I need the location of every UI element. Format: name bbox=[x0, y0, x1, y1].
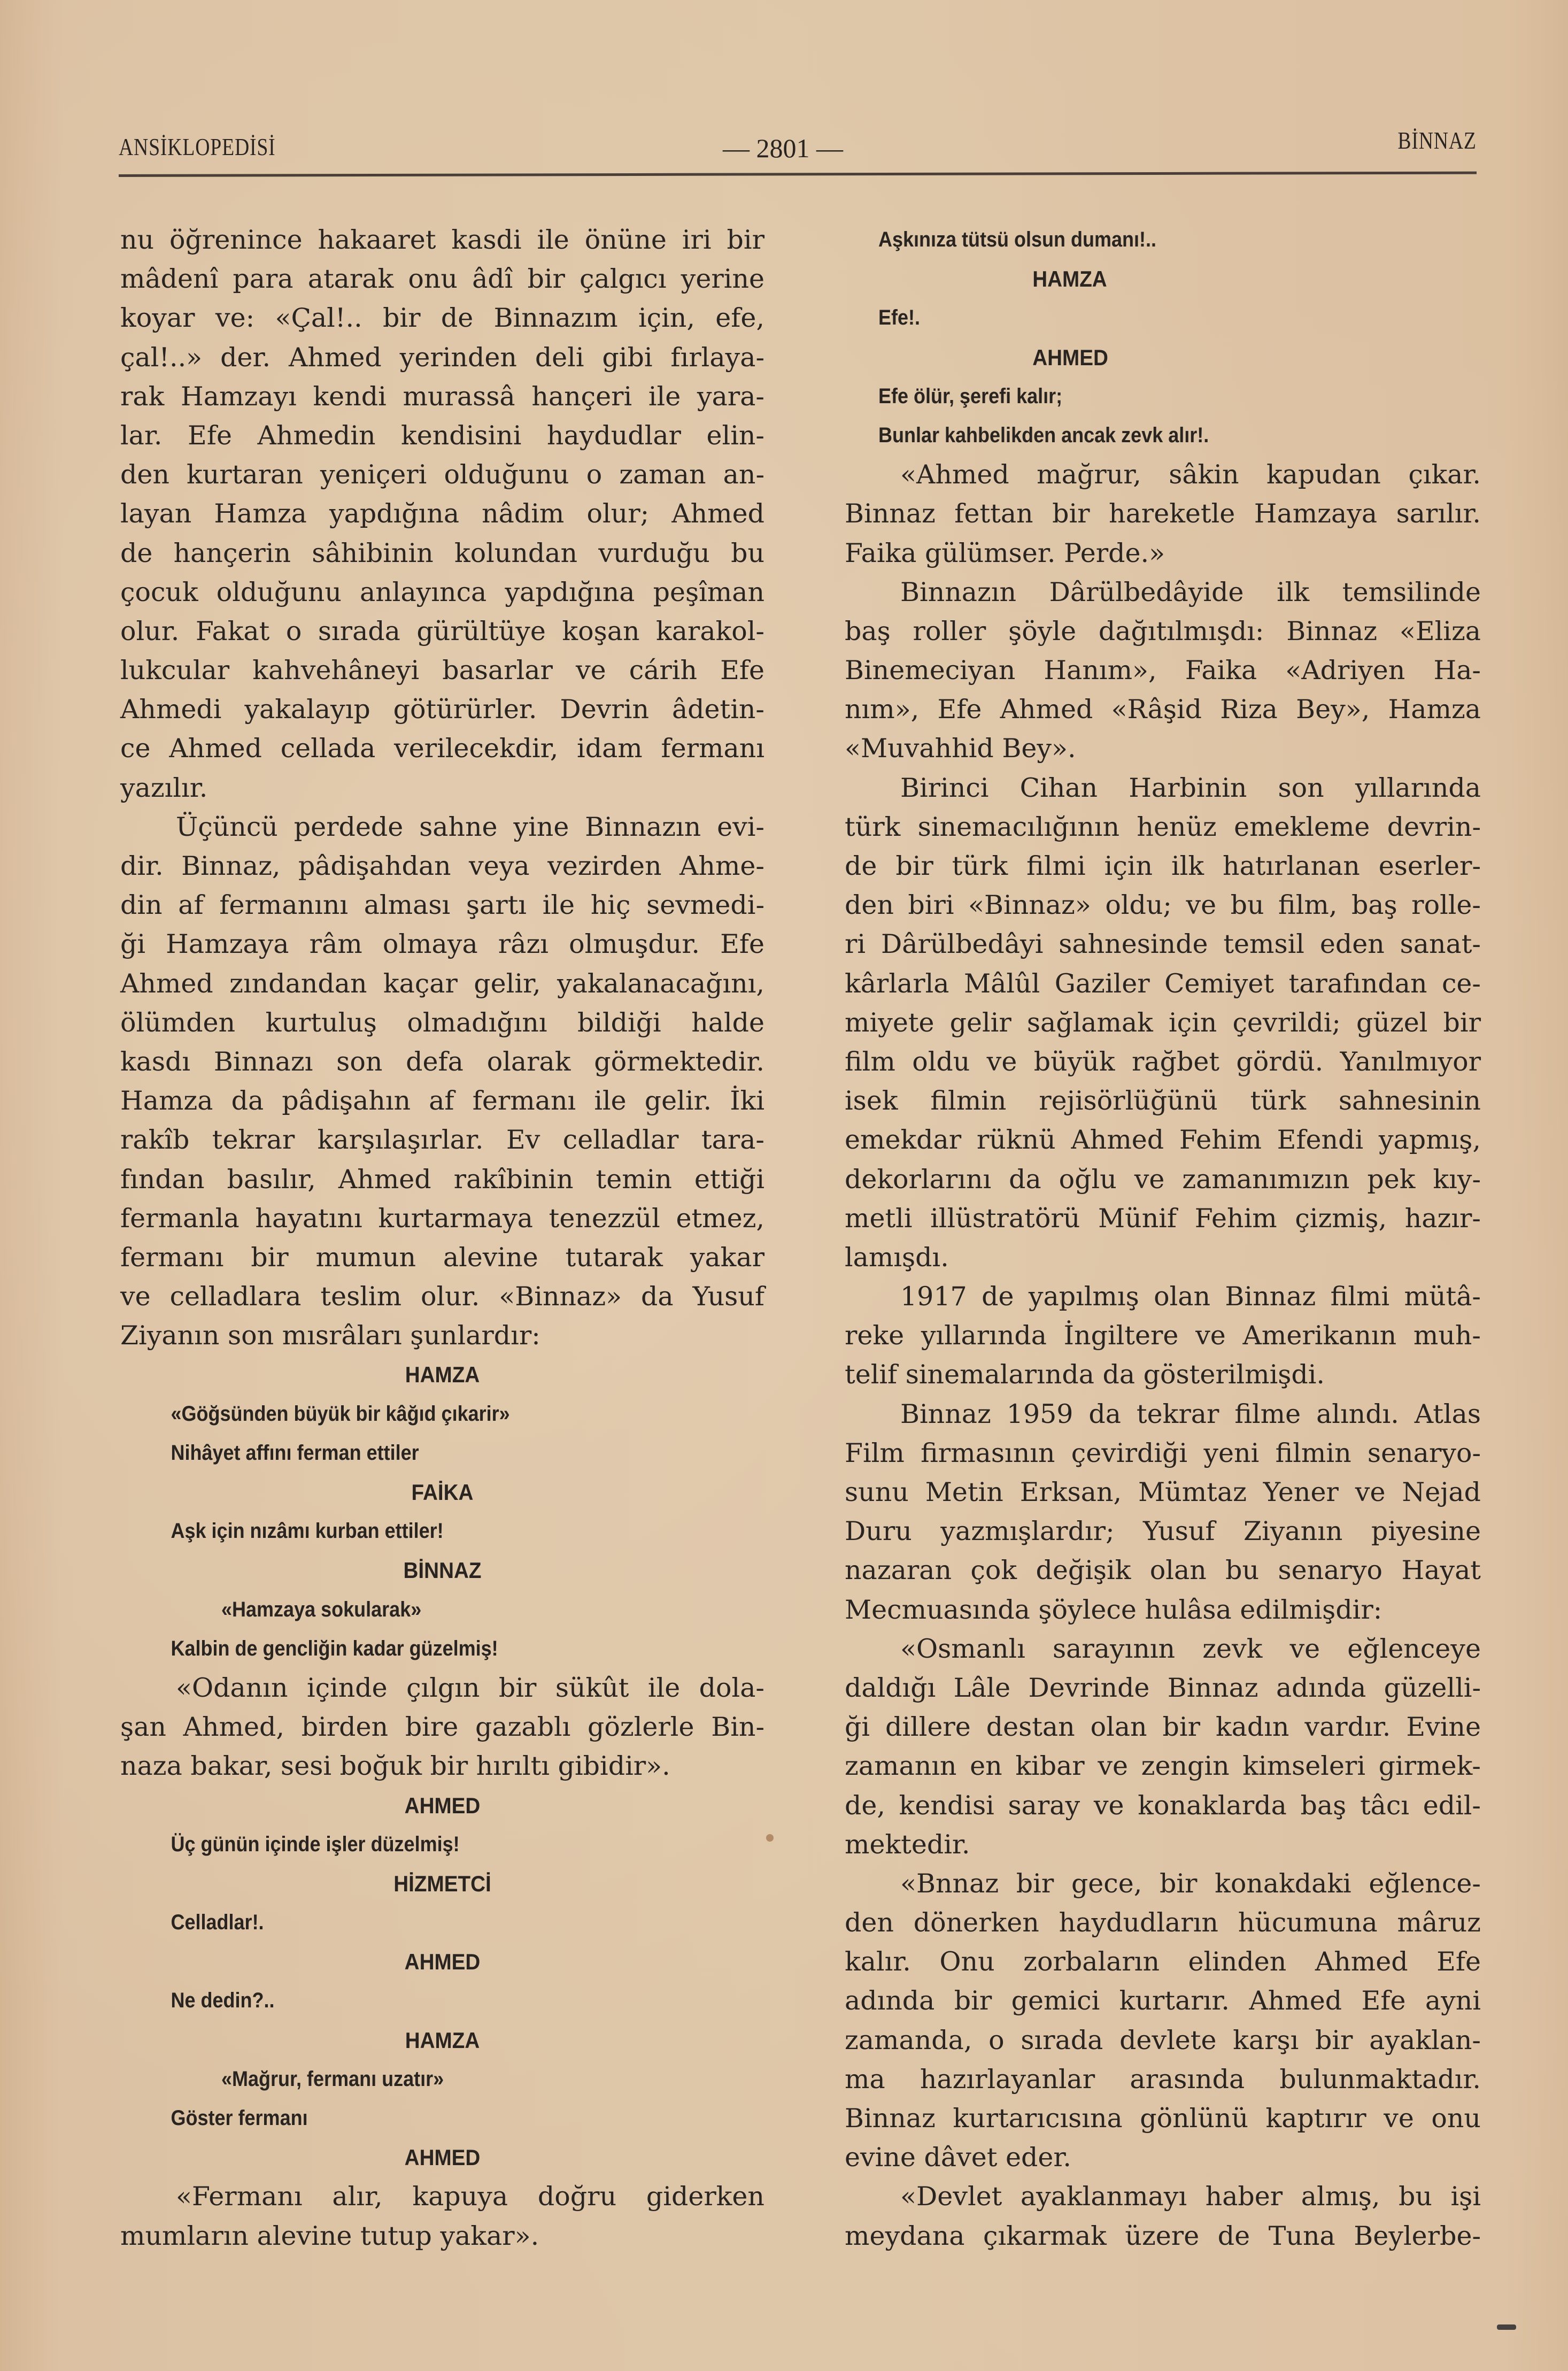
header-rule bbox=[119, 172, 1477, 177]
paragraph-last-line: lamışdı. bbox=[845, 1242, 949, 1273]
body-line: de hançerin sâhibinin kolundan vurduğu bu bbox=[120, 537, 764, 568]
body-line: den biri «Binnaz» oldu; ve bu film, baş rolle- bbox=[845, 890, 1481, 921]
body-line: lar. Efe Ahmedin kendisini haydudlar elin- bbox=[120, 420, 764, 451]
verse-line: Nihâyet affını ferman ettiler bbox=[171, 1441, 419, 1465]
paragraph-last-line: mektedir. bbox=[845, 1829, 970, 1860]
body-line: ği dillere destan olan bir kadın vardır. Evine bbox=[845, 1712, 1481, 1743]
body-line: fından basılır, Ahmed rakîbinin temin ettiği bbox=[120, 1164, 764, 1195]
body-line: ği Hamzaya râm olmaya râzı olmuşdur. Efe bbox=[120, 929, 764, 960]
speaker-name: HAMZA bbox=[405, 2027, 480, 2053]
body-line: ri Dârülbedâyi sahnesinde temsil eden sanat- bbox=[845, 929, 1481, 960]
body-line: layan Hamza yapdığına nâdim olur; Ahmed bbox=[120, 498, 764, 529]
speaker-name: HAMZA bbox=[405, 1362, 480, 1388]
paragraph-first-line: «Odanın içinde çılgın bir sükût ile dola- bbox=[176, 1672, 764, 1703]
body-line: sunu Metin Erksan, Mümtaz Yener ve Nejad bbox=[845, 1477, 1481, 1507]
paragraph-first-line: «Bnnaz bir gece, bir konakdaki eğlence- bbox=[900, 1868, 1481, 1899]
header-page-number: — 2801 — bbox=[723, 133, 843, 163]
body-line: şan Ahmed, birden bire gazablı gözlerle Bin- bbox=[120, 1712, 764, 1743]
verse-line: Göster fermanı bbox=[171, 2106, 308, 2130]
body-line: zamanın en kibar ve zengin kimseleri girmek- bbox=[845, 1751, 1481, 1782]
body-line: çal!..» der. Ahmed yerinden deli gibi fırlaya- bbox=[120, 342, 764, 373]
paragraph-last-line: «Muvahhid Bey». bbox=[845, 733, 1076, 764]
body-line: film oldu ve büyük rağbet gördü. Yanılmıyor bbox=[845, 1046, 1481, 1077]
body-line: Ahmedi yakalayıp götürürler. Devrin âdetin- bbox=[120, 694, 764, 725]
verse-line: Üç günün içinde işler düzelmiş! bbox=[171, 1832, 460, 1856]
body-line: nu öğrenince hakaaret kasdi ile önüne iri bir bbox=[120, 225, 764, 255]
stage-direction: «Hamzaya sokularak» bbox=[221, 1597, 422, 1621]
body-line: de, kendisi saray ve konaklarda baş tâcı edil- bbox=[845, 1790, 1481, 1821]
running-header bbox=[119, 127, 1477, 165]
body-line: nazaran çok değişik olan bu senaryo Hayat bbox=[845, 1555, 1481, 1586]
paragraph-first-line: 1917 de yapılmış olan Binnaz filmi mütâ- bbox=[900, 1281, 1481, 1312]
header-entry-title: BİNNAZ bbox=[1397, 127, 1477, 154]
body-line: mâdenî para atarak onu âdî bir çalgıcı yerine bbox=[120, 264, 764, 295]
body-line: Duru yazmışlardır; Yusuf Ziyanın piyesine bbox=[845, 1516, 1481, 1547]
body-line: ve celladlara teslim olur. «Binnaz» da Yusuf bbox=[120, 1281, 764, 1312]
left-column bbox=[120, 220, 764, 2255]
paragraph-last-line: naza bakar, sesi boğuk bir hırıltı gibidir». bbox=[120, 1751, 670, 1782]
header-publication-title: ANSİKLOPEDİSİ bbox=[119, 133, 276, 160]
body-line: olur. Fakat o sırada gürültüye koşan karakol- bbox=[120, 615, 764, 646]
speaker-name: AHMED bbox=[404, 1792, 481, 1818]
paragraph-first-line: Üçüncü perdede sahne yine Binnazın evi- bbox=[176, 811, 764, 842]
right-column bbox=[845, 220, 1481, 2255]
body-line: çocuk olduğunu anlayınca yapdığına peşîman bbox=[120, 576, 764, 607]
body-line: miyete gelir sağlamak için çevrildi; güzel bir bbox=[845, 1007, 1481, 1038]
body-line: Binnaz kurtarıcısına gönlünü kaptırır ve onu bbox=[845, 2103, 1481, 2134]
paragraph-first-line: «Devlet ayaklanmayı haber almış, bu işi bbox=[900, 2181, 1481, 2212]
body-line: Binnaz fettan bir hareketle Hamzaya sarılır. bbox=[845, 498, 1481, 529]
body-line: baş roller şöyle dağıtılmışdı: Binnaz «Eliza bbox=[845, 615, 1481, 646]
body-line: rak Hamzayı kendi murassâ hançeri ile yara- bbox=[120, 381, 764, 412]
paragraph-last-line: Ziyanın son mısrâları şunlardır: bbox=[120, 1320, 540, 1351]
verse-line: Efe!. bbox=[878, 306, 921, 330]
paragraph-last-line: mumların alevine tutup yakar». bbox=[120, 2220, 539, 2251]
paragraph-first-line: Binnazın Dârülbedâyide ilk temsilinde bbox=[900, 576, 1481, 607]
body-line: Binemeciyan Hanım», Faika «Adriyen Ha- bbox=[845, 655, 1481, 686]
body-line: fermanla hayatını kurtarmaya tenezzül etmez, bbox=[120, 1203, 764, 1234]
verse-line: Efe ölür, şerefi kalır; bbox=[878, 384, 1063, 408]
ink-spot bbox=[766, 1834, 774, 1842]
ink-smudge bbox=[1497, 2324, 1516, 2330]
paragraph-first-line: «Fermanı alır, kapuya doğru giderken bbox=[176, 2181, 764, 2212]
verse-line: Celladlar!. bbox=[171, 1911, 264, 1935]
paragraph-last-line: yazılır. bbox=[120, 772, 208, 803]
body-line: den kurtaran yeniçeri olduğunu o zaman an- bbox=[120, 459, 764, 490]
body-line: Ahmed zındandan kaçar gelir, yakalanacağını, bbox=[120, 968, 764, 999]
verse-line: «Göğsünden büyük bir kâğıd çıkarir» bbox=[171, 1402, 510, 1426]
verse-line: Ne dedin?.. bbox=[171, 1989, 275, 2013]
speaker-name: BİNNAZ bbox=[403, 1558, 482, 1583]
paragraph-first-line: «Ahmed mağrur, sâkin kapudan çıkar. bbox=[900, 459, 1481, 490]
speaker-name: AHMED bbox=[404, 2145, 481, 2170]
speaker-name: AHMED bbox=[1032, 344, 1108, 370]
body-line: de bir türk filmi için ilk hatırlanan eserler- bbox=[845, 851, 1481, 881]
body-line: reke yıllarında İngiltere ve Amerikanın muh- bbox=[845, 1320, 1481, 1351]
body-line: meydana çıkarmak üzere de Tuna Beylerbe- bbox=[845, 2220, 1481, 2251]
body-line: fermanı bir mumun alevine tutarak yakar bbox=[120, 1242, 764, 1273]
body-line: ce Ahmed cellada verilecekdir, idam fermanı bbox=[120, 733, 764, 764]
stage-direction: «Mağrur, fermanı uzatır» bbox=[221, 2067, 444, 2091]
body-line: din af fermanını alması şartı ile hiç sevmedi- bbox=[120, 890, 764, 921]
body-line: lukcular kahvehâneyi basarlar ve cárih Efe bbox=[120, 655, 764, 686]
body-line: ölümden kurtuluş olmadığını bildiği halde bbox=[120, 1007, 764, 1038]
body-line: dekorlarını da oğlu ve zamanımızın pek kıy- bbox=[845, 1164, 1481, 1195]
body-line: zamanda, o sırada devlete karşı bir ayaklan- bbox=[845, 2024, 1481, 2056]
body-line: daldığı Lâle Devrinde Binnaz adında güzelli- bbox=[845, 1672, 1481, 1703]
body-line: Film firmasının çevirdiği yeni filmin senaryo- bbox=[845, 1437, 1481, 1468]
paragraph-last-line: telif sinemalarında da gösterilmişdi. bbox=[845, 1359, 1325, 1390]
verse-line: Aşk için nızâmı kurban ettiler! bbox=[171, 1519, 444, 1543]
body-line: isek filmin rejisörlüğünü türk sahnesinin bbox=[845, 1086, 1481, 1117]
paragraph-first-line: «Osmanlı sarayının zevk ve eğlenceye bbox=[900, 1633, 1481, 1664]
speaker-name: HİZMETCİ bbox=[393, 1870, 491, 1896]
speaker-name: FAİKA bbox=[411, 1480, 474, 1505]
paragraph-last-line: Faika gülümser. Perde.» bbox=[845, 537, 1165, 568]
body-line: den dönerken haydudların hücumuna mâruz bbox=[845, 1907, 1481, 1938]
body-line: kalır. Onu zorbaların elinden Ahmed Efe bbox=[845, 1946, 1481, 1977]
body-line: dir. Binnaz, pâdişahdan veya vezirden Ahme- bbox=[120, 851, 764, 881]
speaker-name: AHMED bbox=[404, 1949, 481, 1975]
body-line: kasdı Binnazı son defa olarak görmektedir. bbox=[120, 1046, 764, 1077]
speaker-name: HAMZA bbox=[1032, 266, 1107, 292]
body-line: Hamza da pâdişahın af fermanı ile gelir. İki bbox=[120, 1086, 764, 1117]
body-line: ma hazırlayanlar arasında bulunmaktadır. bbox=[845, 2064, 1481, 2095]
verse-line: Aşkınıza tütsü olsun dumanı!.. bbox=[878, 228, 1157, 251]
paragraph-last-line: Mecmuasında şöylece hulâsa edilmişdir: bbox=[845, 1594, 1382, 1625]
body-line: kârlarla Mâlûl Gaziler Cemiyet tarafından ce- bbox=[845, 968, 1481, 999]
body-line: rakîb tekrar karşılaşırlar. Ev celladlar tara- bbox=[120, 1125, 764, 1156]
body-line: türk sinemacılığının henüz emekleme devrin- bbox=[845, 811, 1481, 842]
body-line: adında bir gemici kurtarır. Ahmed Efe ayni bbox=[845, 1985, 1481, 2016]
verse-line: Bunlar kahbelikden ancak zevk alır!. bbox=[878, 423, 1209, 447]
body-line: metli illüstratörü Münif Fehim çizmiş, hazır- bbox=[845, 1203, 1481, 1234]
paragraph-last-line: evine dâvet eder. bbox=[845, 2142, 1071, 2173]
body-line: nım», Efe Ahmed «Râşid Riza Bey», Hamza bbox=[845, 694, 1481, 725]
paragraph-first-line: Binnaz 1959 da tekrar filme alındı. Atlas bbox=[900, 1398, 1481, 1429]
body-line: emekdar rüknü Ahmed Fehim Efendi yapmış, bbox=[845, 1125, 1481, 1156]
paragraph-first-line: Birinci Cihan Harbinin son yıllarında bbox=[900, 772, 1481, 803]
verse-line: Kalbin de gencliğin kadar güzelmiş! bbox=[171, 1636, 498, 1660]
body-line: koyar ve: «Çal!.. bir de Binnazım için, efe, bbox=[120, 303, 764, 334]
